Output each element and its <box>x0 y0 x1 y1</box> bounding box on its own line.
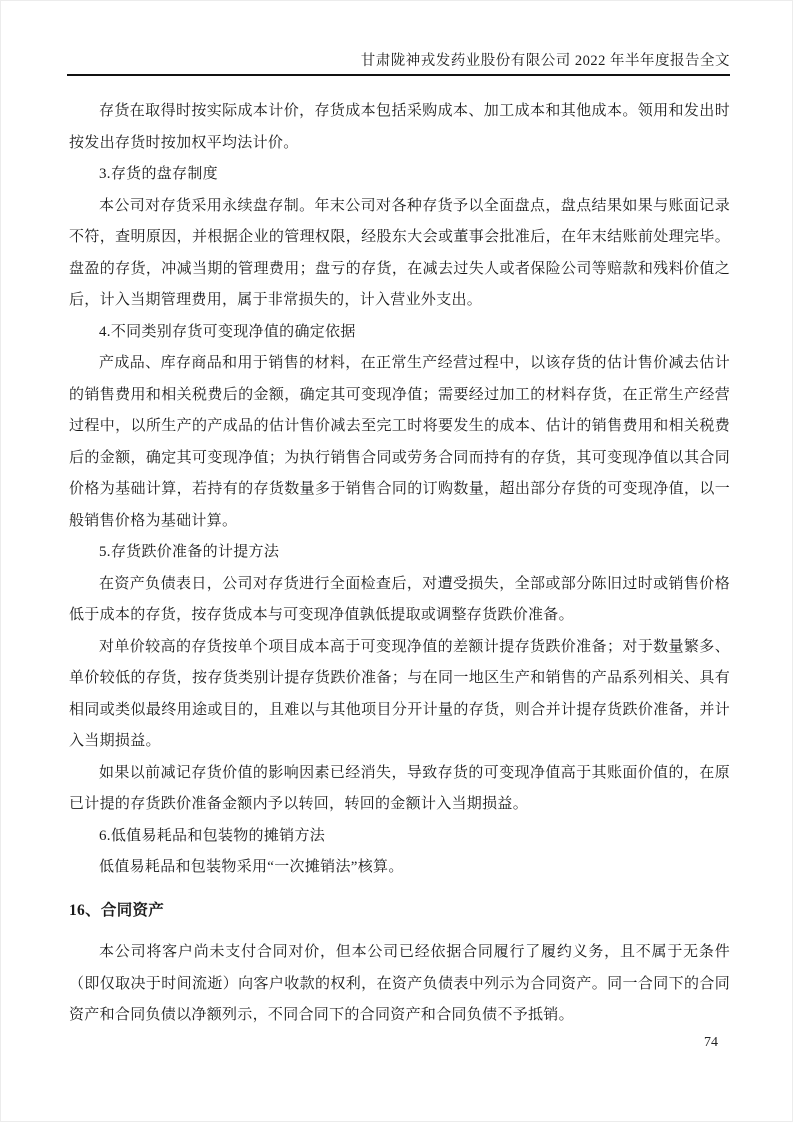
paragraph-one-off-amortization: 低值易耗品和包装物采用“一次摊销法”核算。 <box>99 859 404 875</box>
subheading-net-realizable-value-basis: 4.不同类别存货可变现净值的确定依据 <box>99 323 356 340</box>
paragraph-writedown-reversal: 如果以前减记存货价值的影响因素已经消失，导致存货的可变现净值高于其账面价值的，在原已计提的存货跌价准备金额内予以转回，转回的金额计入当期损益。 <box>69 764 730 812</box>
page-header <box>1 1 792 76</box>
subheading-low-value-consumables-amortization: 6.低值易耗品和包装物的摊销方法 <box>99 827 326 844</box>
subheading-inventory-count-system: 3.存货的盘存制度 <box>99 166 218 182</box>
section-heading-contract-assets: 16、合同资产 <box>69 901 165 919</box>
paragraph-net-realizable-value-detail: 产成品、库存商品和用于销售的材料，在正常生产经营过程中，以该存货的估计售价减去估计的销售费用和相关税费后的金额，确定其可变现净值；需要经过加工的材料存货，在正常生产经营过程中，以所生产的产成品的估计售价减去至完工时将要发生的成本、估计的销售费用和相关税费后的金额，确定其可变现净值；为执行销售合同或劳务合同而持有的存货，其可变现净值以其合同价格为基础计算，若持有的存货数量多于销售合同的订购数量，超出部分存货的可变现净值，以一般销售价格为基础计算。 <box>69 355 730 529</box>
subheading-inventory-writedown-method: 5.存货跌价准备的计提方法 <box>99 544 280 560</box>
document-content <box>1 76 792 1032</box>
page-number: 74 <box>704 1035 718 1050</box>
paragraph-contract-assets-detail: 本公司将客户尚未支付合同对价，但本公司已经依据合同履行了履约义务，且不属于无条件（即仅取决于时间流逝）向客户收款的权利，在资产负债表中列示为合同资产。同一合同下的合同资产和合同负债以净额列示，不同合同下的合同资产和合同负债不予抵销。 <box>69 944 730 1023</box>
paragraph-perpetual-inventory: 本公司对存货采用永续盘存制。年末公司对各种存货予以全面盘点，盘点结果如果与账面记录不符，查明原因，并根据企业的管理权限，经股东大会或董事会批准后，在年末结账前处理完毕。盘盈的存货，冲减当期的管理费用；盘亏的存货，在减去过失人或者保险公司等赔款和残料价值之后，计入当期管理费用，属于非常损失的，计入营业外支出。 <box>69 197 730 308</box>
paragraph-inventory-valuation: 存货在取得时按实际成本计价，存货成本包括采购成本、加工成本和其他成本。领用和发出时按发出存货时按加权平均法计价。 <box>69 103 730 151</box>
page-footer <box>704 1035 718 1051</box>
paragraph-balance-sheet-date-check: 在资产负债表日，公司对存货进行全面检查后，对遭受损失，全部或部分陈旧过时或销售价格低于成本的存货，按存货成本与可变现净值孰低提取或调整存货跌价准备。 <box>69 575 730 623</box>
paragraph-writedown-by-item-or-category: 对单价较高的存货按单个项目成本高于可变现净值的差额计提存货跌价准备；对于数量繁多、单价较低的存货，按存货类别计提存货跌价准备；与在同一地区生产和销售的产品系列相关、具有相同或类似最终用途或目的，且难以与其他项目分开计量的存货，则合并计提存货跌价准备，并计入当期损益。 <box>69 638 730 749</box>
report-header-title: 甘肃陇神戎发药业股份有限公司 2022 年半年度报告全文 <box>67 51 730 76</box>
